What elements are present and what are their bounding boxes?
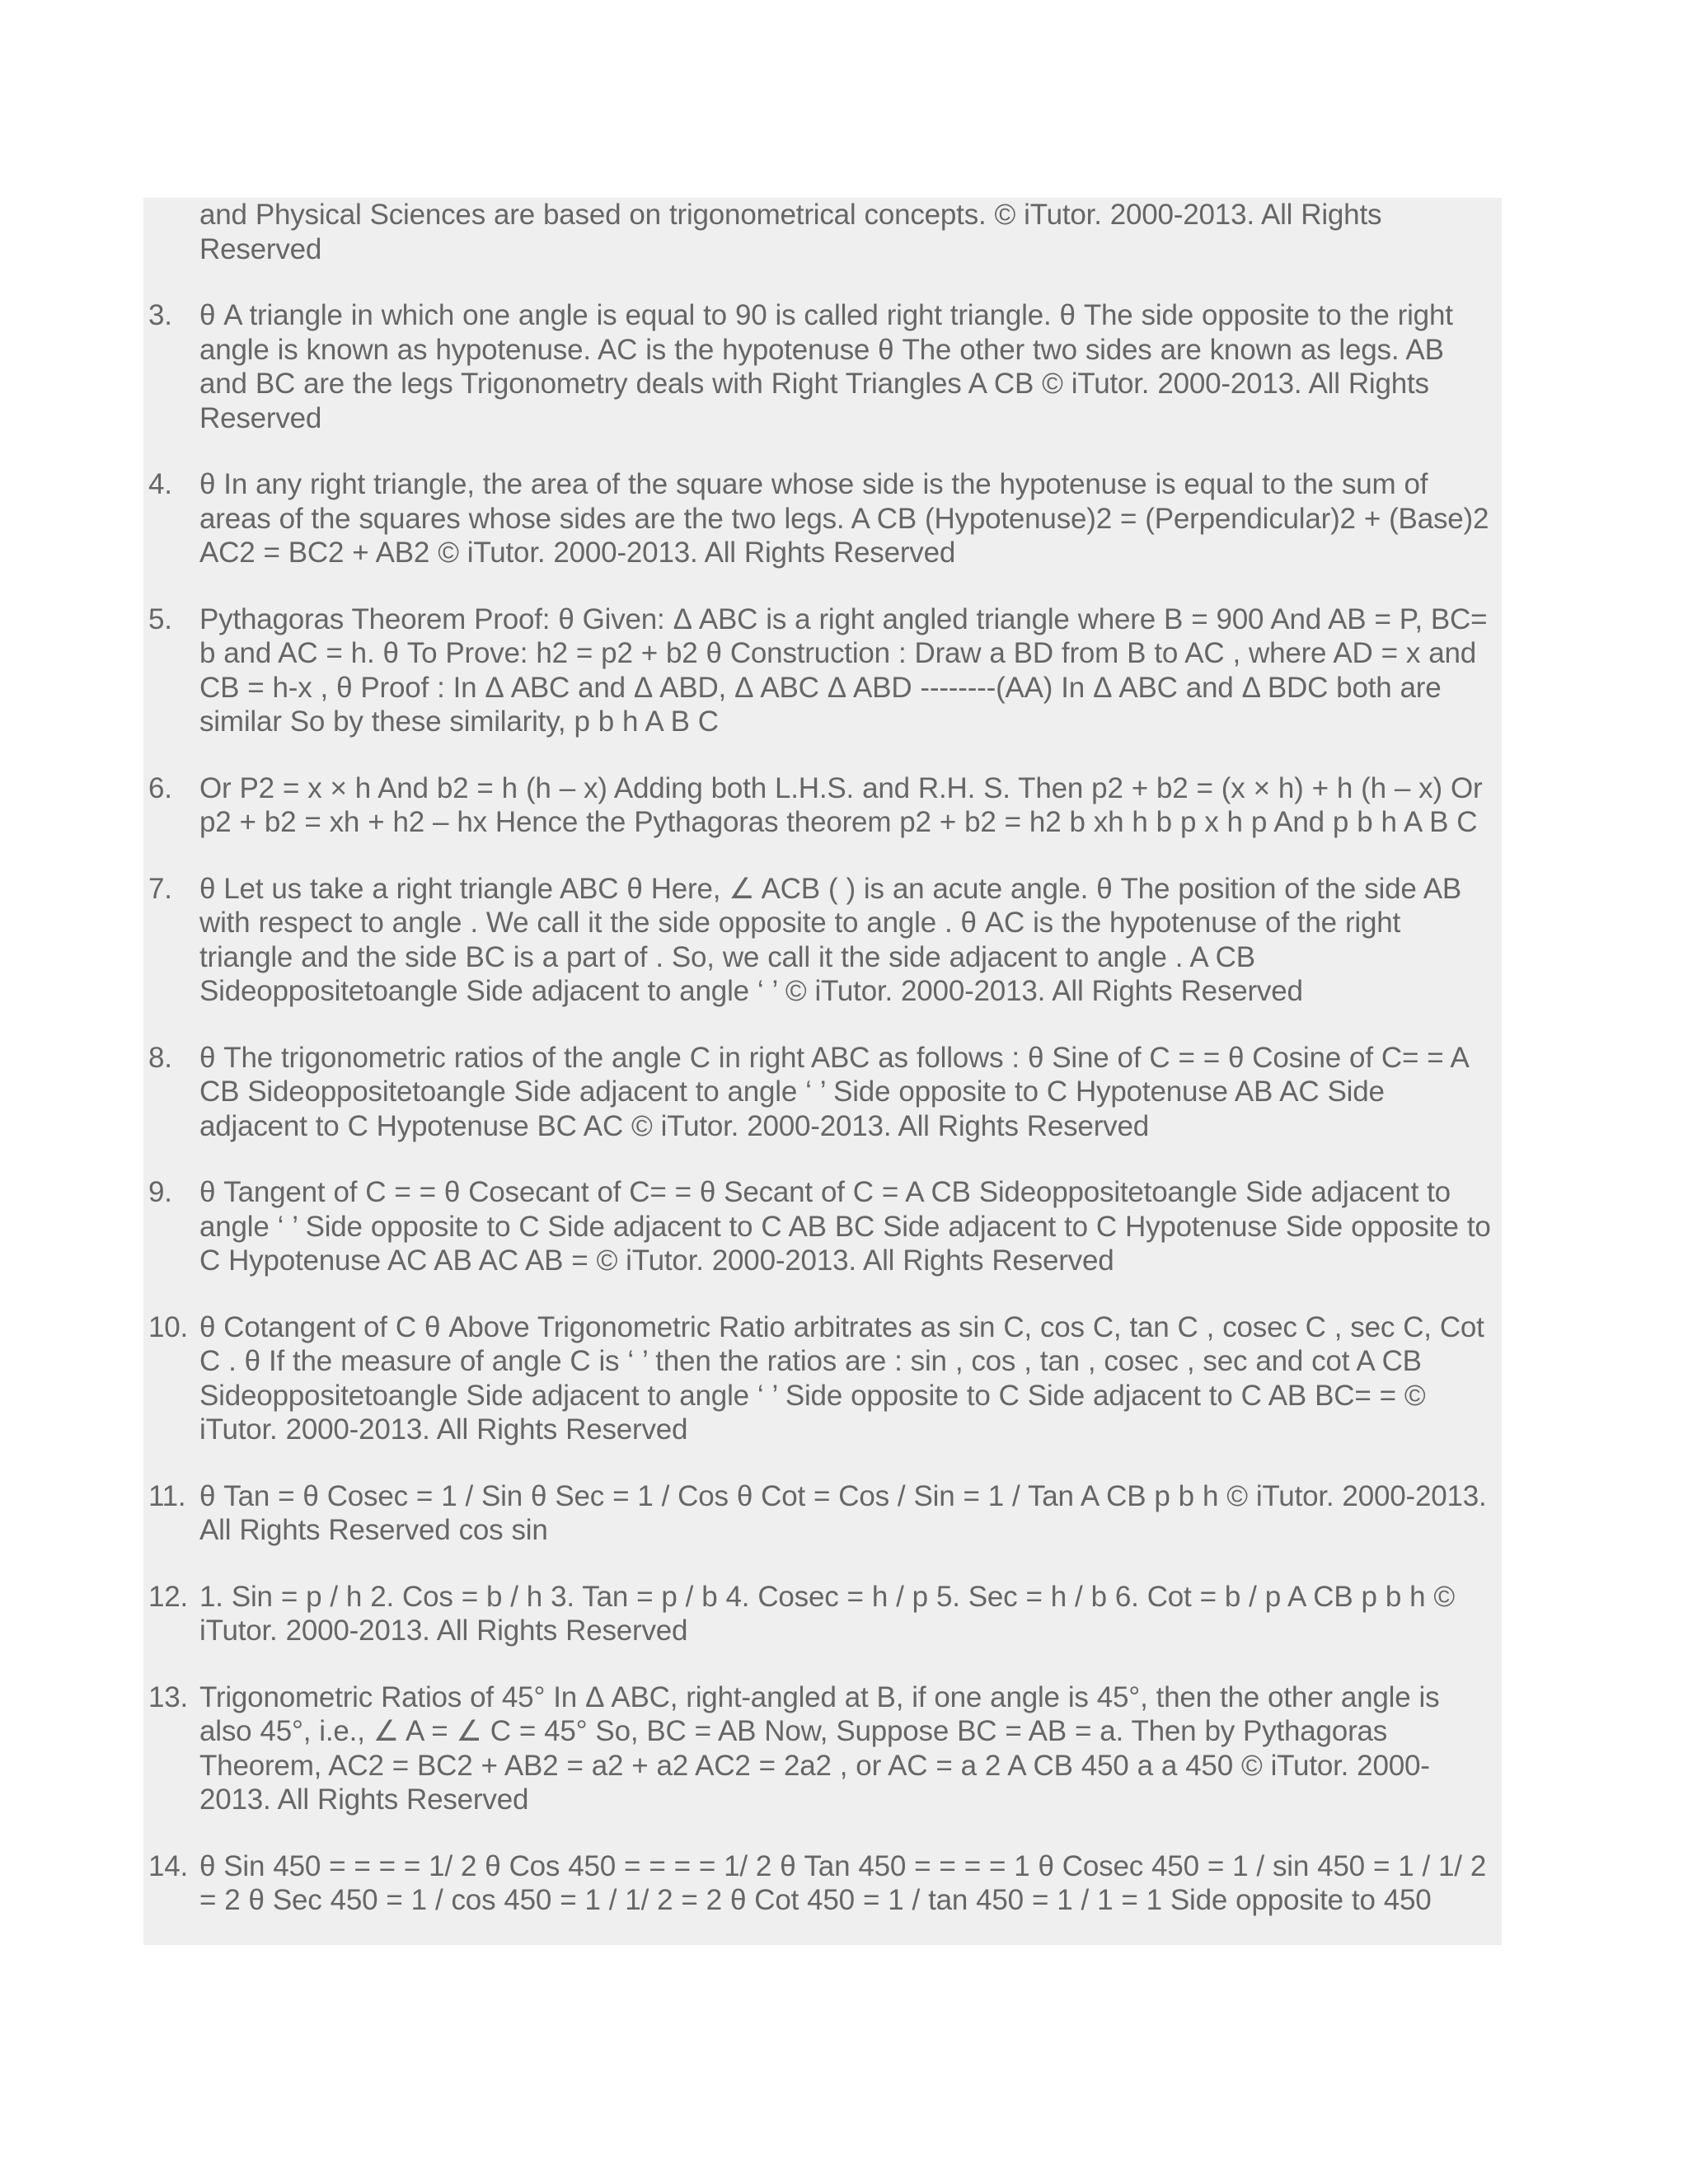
list-item bbox=[143, 872, 1497, 1009]
list-item-number: 7. bbox=[148, 872, 172, 905]
list-item-text: θ Let us take a right triangle ABC θ Here, ∠ ACB ( ) is an acute angle. θ The position of the side AB with respect to angle . We call it the side opposite to angle . θ AC is the hypotenuse of the right triangle and the side BC is a part of . So, we call it the side adjacent to angle . A CB Sideoppositetoangle Side adjacent to angle ‘ ’ © iTutor. 2000-2013. All Rights Reserved bbox=[199, 872, 1461, 1007]
list-item-number: 3. bbox=[148, 299, 172, 331]
list-item-number: 11. bbox=[148, 1479, 186, 1512]
list-item-text: θ In any right triangle, the area of the square whose side is the hypotenuse is equal to the sum of areas of the squares whose sides are the two legs. A CB (Hypotenuse)2 = (Perpendicular)2 + (Base)2 AC2 = BC2 + AB2 © iTutor. 2000-2013. All Rights Reserved bbox=[199, 468, 1489, 569]
list-item-number: 9. bbox=[148, 1176, 172, 1208]
list-item bbox=[143, 1310, 1497, 1447]
list-item bbox=[143, 1041, 1497, 1144]
list-item bbox=[143, 771, 1497, 840]
list-item-text: 1. Sin = p / h 2. Cos = b / h 3. Tan = p / b 4. Cosec = h / p 5. Sec = h / b 6. Cot = b / p A CB p b h © iTutor. 2000-2013. All Rights Reserved bbox=[199, 1580, 1455, 1647]
list-item-text: and Physical Sciences are based on trigonometrical concepts. © iTutor. 2000-2013. All Rights Reserved bbox=[199, 199, 1382, 265]
list-item-text: θ The trigonometric ratios of the angle C in right ABC as follows : θ Sine of C = = θ Cosine of C= = A CB Sideoppositetoangle Side adjacent to angle ‘ ’ Side opposite to C Hypotenuse AB AC Side adjacent to C Hypotenuse BC AC © iTutor. 2000-2013. All Rights Reserved bbox=[199, 1041, 1468, 1142]
list-item bbox=[143, 1175, 1497, 1278]
list-item bbox=[143, 298, 1497, 435]
list-item-number: 4. bbox=[148, 468, 172, 500]
list-item-text: θ Tan = θ Cosec = 1 / Sin θ Sec = 1 / Cos θ Cot = Cos / Sin = 1 / Tan A CB p b h © iTutor. 2000-2013. All Rights Reserved cos sin bbox=[199, 1479, 1487, 1546]
list-item bbox=[143, 1580, 1497, 1648]
list-item bbox=[143, 198, 1497, 266]
list-item-text: θ Tangent of C = = θ Cosecant of C= = θ Secant of C = A CB Sideoppositetoangle Side adjacent to angle ‘ ’ Side opposite to C Side adjacent to C AB BC Side adjacent to C Hypotenuse Side opposite to C Hypotenuse AC AB AC AB = © iTutor. 2000-2013. All Rights Reserved bbox=[199, 1176, 1491, 1277]
list-item-number: 10. bbox=[148, 1310, 189, 1343]
list-item-text: θ Sin 450 = = = = 1/ 2 θ Cos 450 = = = = 1/ 2 θ Tan 450 = = = = 1 θ Cosec 450 = 1 / sin 450 = 1 / 1/ 2 = 2 θ Sec 450 = 1 / cos 450 = 1 / 1/ 2 = 2 θ Cot 450 = 1 / tan 450 = 1 / 1 = 1 Side opposite to 450 bbox=[199, 1849, 1487, 1916]
list-item-number: 6. bbox=[148, 771, 172, 804]
document-content-panel bbox=[143, 198, 1502, 1945]
list-item-text: Or P2 = x × h And b2 = h (h – x) Adding both L.H.S. and R.H. S. Then p2 + b2 = (x × h) + h (h – x) Or p2 + b2 = xh + h2 – hx Hence the Pythagoras theorem p2 + b2 = h2 b xh h b p x h p And p b h A B C bbox=[199, 771, 1483, 838]
list-item-text: θ A triangle in which one angle is equal to 90 is called right triangle. θ The side opposite to the right angle is known as hypotenuse. AC is the hypotenuse θ The other two sides are known as legs. AB and BC are the legs Trigonometry deals with Right Triangles A CB © iTutor. 2000-2013. All Rights Reserved bbox=[199, 299, 1453, 434]
list-item-text: Pythagoras Theorem Proof: θ Given: Δ ABC is a right angled triangle where B = 900 And AB = P, BC= b and AC = h. θ To Prove: h2 = p2 + b2 θ Construction : Draw a BD from B to AC , where AD = x and CB = h-x , θ Proof : In Δ ABC and Δ ABD, Δ ABC Δ ABD --------(AA) In Δ ABC and Δ BDC both are similar So by these similarity, p b h A B C bbox=[199, 602, 1488, 738]
list-item-number: 5. bbox=[148, 602, 172, 635]
list-item-number: 8. bbox=[148, 1041, 172, 1074]
list-item-number: 14. bbox=[148, 1849, 189, 1882]
list-item bbox=[143, 467, 1497, 570]
list-item bbox=[143, 1849, 1497, 1918]
list-item-number: 12. bbox=[148, 1580, 189, 1613]
list-item bbox=[143, 1680, 1497, 1817]
list-item bbox=[143, 602, 1497, 739]
list-item-text: Trigonometric Ratios of 45° In Δ ABC, right-angled at B, if one angle is 45°, then the other angle is also 45°, i.e., ∠ A = ∠ C = 45° So, BC = AB Now, Suppose BC = AB = a. Then by Pythagoras Theorem, AC2 = BC2 + AB2 = a2 + a2 AC2 = 2a2 , or AC = a 2 A CB 450 a a 450 © iTutor. 2000-2013. All Rights Reserved bbox=[199, 1680, 1440, 1816]
list-item bbox=[143, 1479, 1497, 1548]
list-item-number: 13. bbox=[148, 1680, 189, 1713]
list-item-text: θ Cotangent of C θ Above Trigonometric Ratio arbitrates as sin C, cos C, tan C , cosec C , sec C, Cot C . θ If the measure of angle C is ‘ ’ then the ratios are : sin , cos , tan , cosec , sec and cot A CB Sideoppositetoangle Side adjacent to angle ‘ ’ Side opposite to C Side adjacent to C AB BC= = © iTutor. 2000-2013. All Rights Reserved bbox=[199, 1310, 1484, 1446]
